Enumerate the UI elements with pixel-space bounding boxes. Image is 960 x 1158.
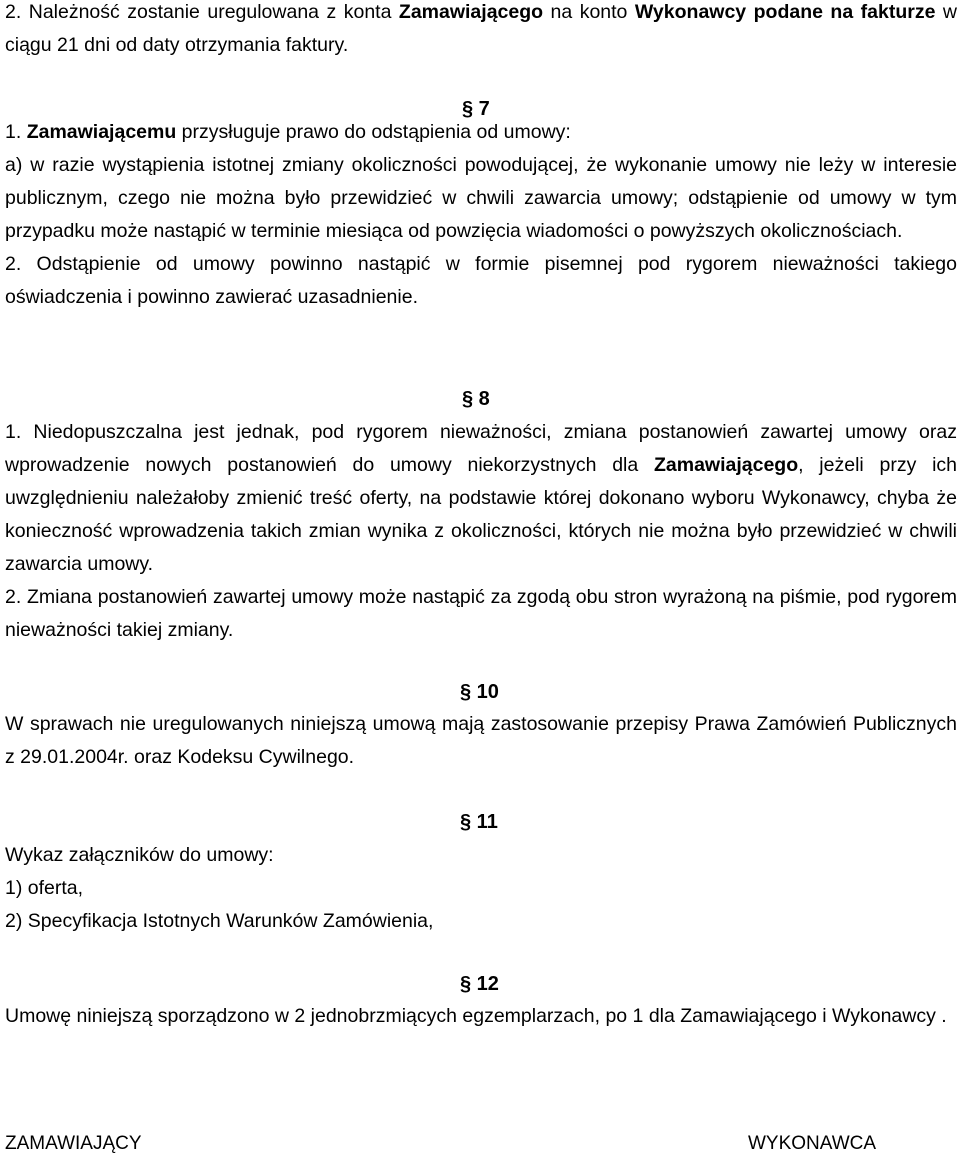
payment-clause: 2. Należność zostanie uregulowana z konta Zamawiającego na konto Wykonawcy podane na fakturze w ciągu 21 dni od daty otrzymania faktury. xyxy=(5,1,957,56)
party-name: Wykonawcy podane na fakturze xyxy=(634,1,936,23)
section-8-body xyxy=(5,416,957,647)
s8-item-1: 1. Niedopuszczalna jest jednak, pod rygorem nieważności, zmiana postanowień zawartej umowy oraz wprowadzenie nowych postanowień do umowy niekorzystnych dla Zamawiającego, jeżeli przy ich uwzględnieniu należałoby zmienić treść oferty, na podstawie której dokonano wyboru Wykonawcy, chyba że konieczność wprowadzenia takich zmian wynika z okoliczności, których nie można było przewidzieć w chwili zawarcia umowy. xyxy=(5,421,958,575)
signature-contractor: WYKONAWCA xyxy=(748,1133,877,1154)
section-10-body: W sprawach nie uregulowanych niniejszą umową mają zastosowanie przepisy Prawa Zamówień Publicznych z 29.01.2004r. oraz Kodeksu Cywilnego. xyxy=(5,713,957,768)
section-heading-11: § 11 xyxy=(460,811,498,833)
s7-item-2: 2. Odstąpienie od umowy powinno nastąpić w formie pisemnej pod rygorem nieważności takiego oświadczenia i powinno zawierać uzasadnienie. xyxy=(5,253,957,308)
attachment-item: 1) oferta, xyxy=(5,877,84,899)
s7-item-a: a) w razie wystąpienia istotnej zmiany okoliczności powodującej, że wykonanie umowy nie leży w interesie publicznym, czego nie można było przewidzieć w chwili zawarcia umowy; odstąpienie od umowy w tym przypadku może nastąpić w terminie miesiąca od powzięcia wiadomości o powyższych okolicznościach. xyxy=(5,154,957,242)
signature-client: ZAMAWIAJĄCY xyxy=(5,1133,142,1154)
s8-item-2: 2. Zmiana postanowień zawartej umowy może nastąpić za zgodą obu stron wyrażoną na piśmie, pod rygorem nieważności takiej zmiany. xyxy=(5,586,957,641)
attachment-item: 2) Specyfikacja Istotnych Warunków Zamówienia, xyxy=(5,910,434,932)
section-heading-8: § 8 xyxy=(462,388,490,410)
section-12-body: Umowę niniejszą sporządzono w 2 jednobrzmiących egzemplarzach, po 1 dla Zamawiającego i Wykonawcy . xyxy=(5,1005,947,1027)
section-7-body xyxy=(5,116,957,314)
section-heading-10: § 10 xyxy=(460,681,499,703)
section-heading-12: § 12 xyxy=(460,973,499,995)
attachments-intro: Wykaz załączników do umowy: xyxy=(5,844,274,866)
s7-item-1: 1. Zamawiającemu przysługuje prawo do odstąpienia od umowy: xyxy=(5,121,571,143)
party-name: Zamawiającego xyxy=(398,1,544,23)
attachments-list xyxy=(5,839,957,938)
section-heading-7: § 7 xyxy=(462,98,490,120)
